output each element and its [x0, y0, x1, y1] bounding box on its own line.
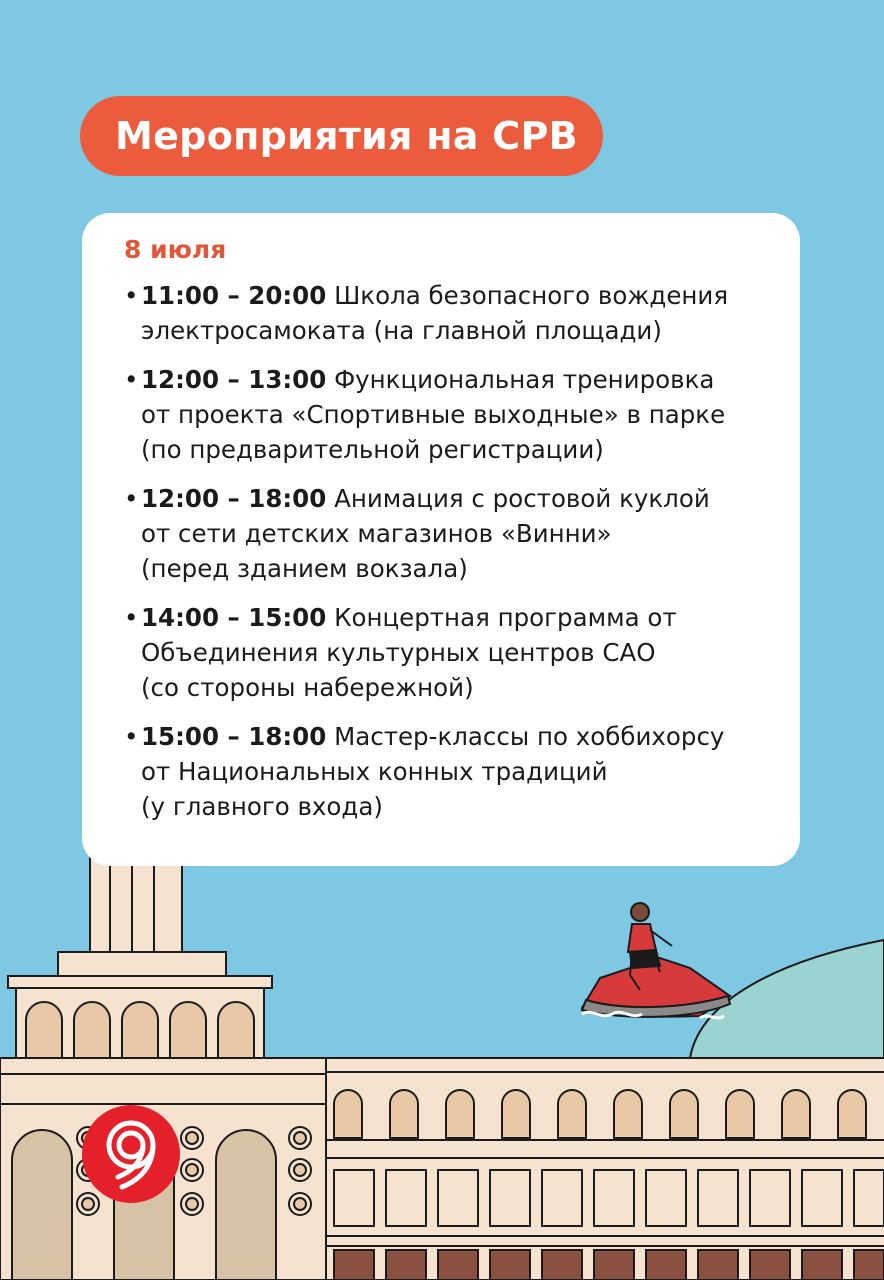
event-text: Мастер-классы по хоббихорсу: [334, 722, 725, 751]
jetski-rider-icon: [582, 903, 730, 1018]
event-item: [124, 362, 770, 467]
event-text: (со стороны набережной): [141, 673, 474, 702]
event-item: [124, 719, 770, 824]
event-text: Школа безопасного вождения: [334, 281, 729, 310]
page-title: Мероприятия на СРВ: [80, 96, 603, 176]
event-item: [124, 600, 770, 705]
bullet-icon: •: [124, 722, 139, 751]
bullet-icon: •: [124, 365, 139, 394]
event-list: [124, 278, 770, 824]
event-item: [124, 278, 770, 348]
event-date: 8 июля: [124, 235, 227, 264]
event-text: Объединения культурных центров САО: [141, 638, 656, 667]
event-text: Анимация с ростовой куклой: [334, 484, 710, 513]
event-text: Функциональная тренировка: [334, 365, 715, 394]
event-text: (перед зданием вокзала): [141, 554, 468, 583]
event-time: 15:00 – 18:00: [141, 722, 327, 751]
event-time: 11:00 – 20:00: [141, 281, 327, 310]
event-text: от Национальных конных традиций: [141, 757, 608, 786]
event-item: [124, 481, 770, 586]
event-text: электросамоката (на главной площади): [141, 316, 662, 345]
event-text: (по предварительной регистрации): [141, 435, 604, 464]
event-text: от сети детских магазинов «Винни»: [141, 519, 612, 548]
event-text: (у главного входа): [141, 792, 383, 821]
event-time: 12:00 – 13:00: [141, 365, 327, 394]
moscow-9-logo-icon: [82, 1105, 180, 1203]
right-building: [326, 1058, 884, 1280]
station-tower: [8, 840, 272, 1058]
event-text: Концертная программа от: [334, 603, 677, 632]
bullet-icon: •: [124, 281, 139, 310]
schedule-card: [82, 213, 800, 866]
event-text: от проекта «Спортивные выходные» в парке: [141, 400, 726, 429]
bullet-icon: •: [124, 603, 139, 632]
event-time: 12:00 – 18:00: [141, 484, 327, 513]
bullet-icon: •: [124, 484, 139, 513]
event-time: 14:00 – 15:00: [141, 603, 327, 632]
